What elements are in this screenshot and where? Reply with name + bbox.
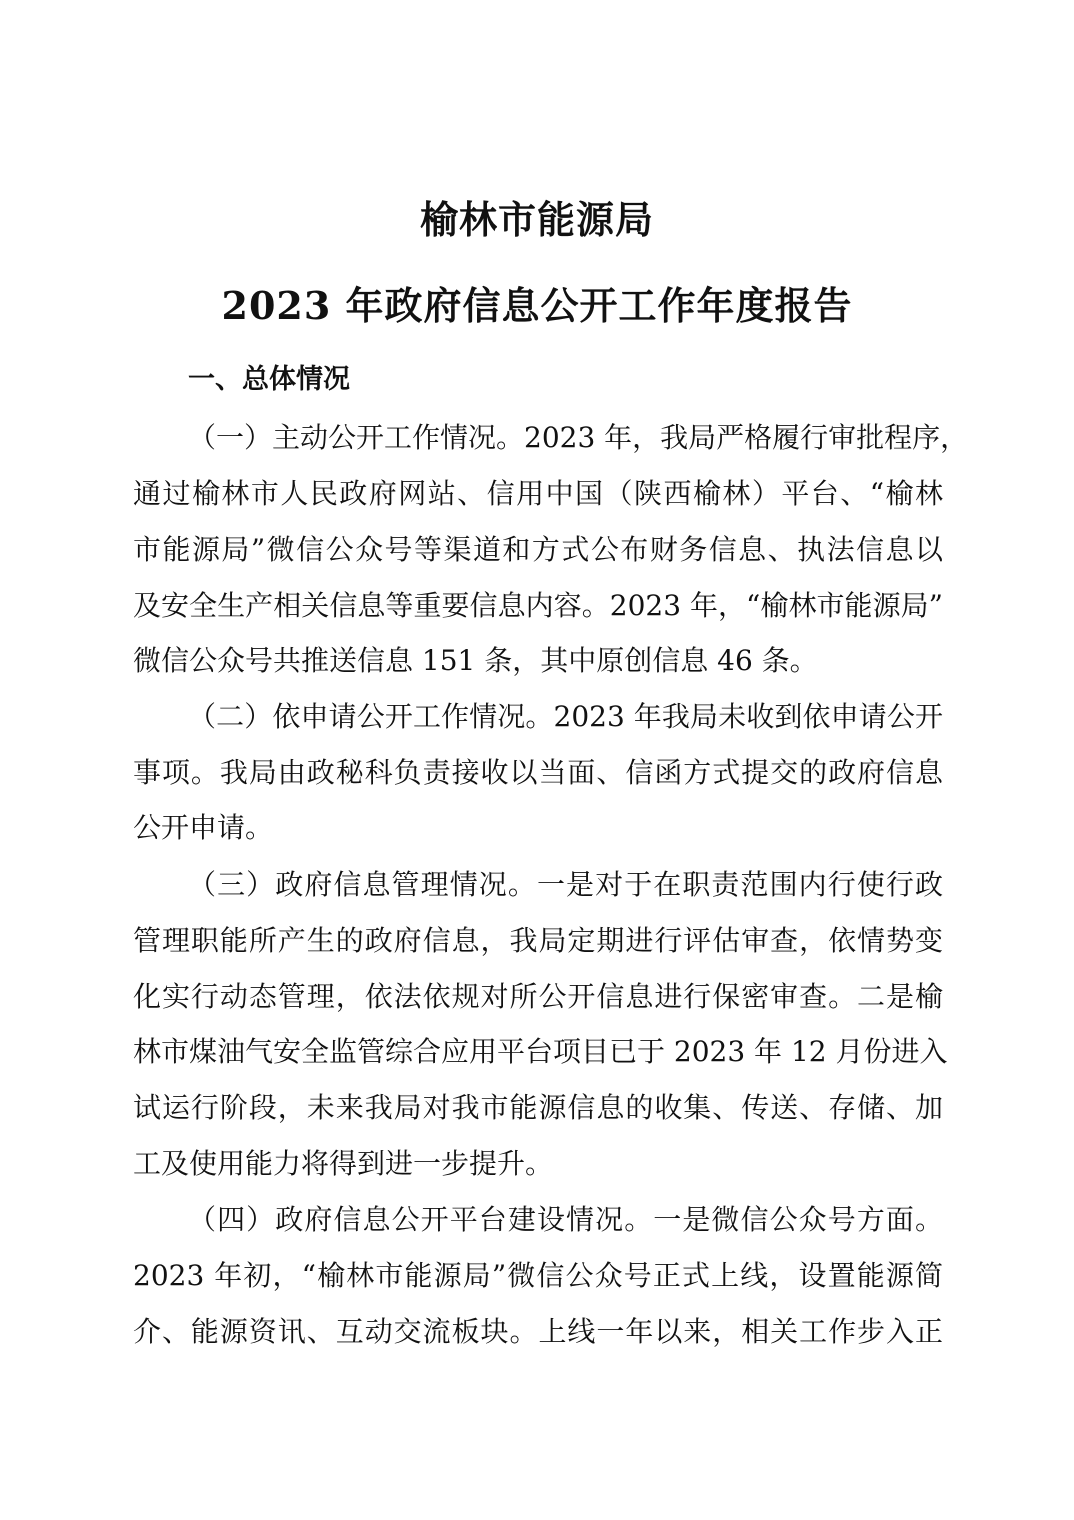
paragraph-2-line: 事项。我局由政秘科负责接收以当面、信函方式提交的政府信息 <box>133 756 943 789</box>
paragraph-4-line: 2023 年初，“榆林市能源局”微信公众号正式上线，设置能源简 <box>133 1259 943 1292</box>
document-title-line-1: 榆林市能源局 <box>419 197 654 242</box>
paragraph-1-line: 通过榆林市人民政府网站、信用中国（陕西榆林）平台、“榆林 <box>133 477 943 510</box>
paragraph-1-line: 及安全生产相关信息等重要信息内容。2023 年，“榆林市能源局” <box>133 589 943 622</box>
paragraph-1-line: 微信公众号共推送信息 151 条，其中原创信息 46 条。 <box>133 644 818 677</box>
paragraph-3-line: 工及使用能力将得到进一步提升。 <box>133 1147 554 1180</box>
paragraph-2-line: 公开申请。 <box>133 811 274 844</box>
paragraph-3-line: 试运行阶段，未来我局对我市能源信息的收集、传送、存储、加 <box>133 1091 943 1124</box>
paragraph-4-line: 介、能源资讯、互动交流板块。上线一年以来，相关工作步入正 <box>133 1315 943 1348</box>
paragraph-2-line: （二）依申请公开工作情况。2023 年我局未收到依申请公开 <box>188 700 943 733</box>
paragraph-3-line: 化实行动态管理，依法依规对所公开信息进行保密审查。二是榆 <box>133 980 943 1013</box>
document-title-line-2: 2023 年政府信息公开工作年度报告 <box>221 283 853 328</box>
paragraph-3-line: 管理职能所产生的政府信息，我局定期进行评估审查，依情势变 <box>133 924 943 957</box>
paragraph-3-line: 林市煤油气安全监管综合应用平台项目已于 2023 年 12 月份进入 <box>133 1035 948 1068</box>
paragraph-1-line: 市能源局”微信公众号等渠道和方式公布财务信息、执法信息以 <box>133 533 943 566</box>
paragraph-1-line: （一）主动公开工作情况。2023 年，我局严格履行审批程序， <box>188 421 969 454</box>
section-heading-overall: 一、总体情况 <box>188 364 350 395</box>
paragraph-3-line: （三）政府信息管理情况。一是对于在职责范围内行使行政 <box>188 868 943 901</box>
paragraph-4-line: （四）政府信息公开平台建设情况。一是微信公众号方面。 <box>188 1203 943 1236</box>
